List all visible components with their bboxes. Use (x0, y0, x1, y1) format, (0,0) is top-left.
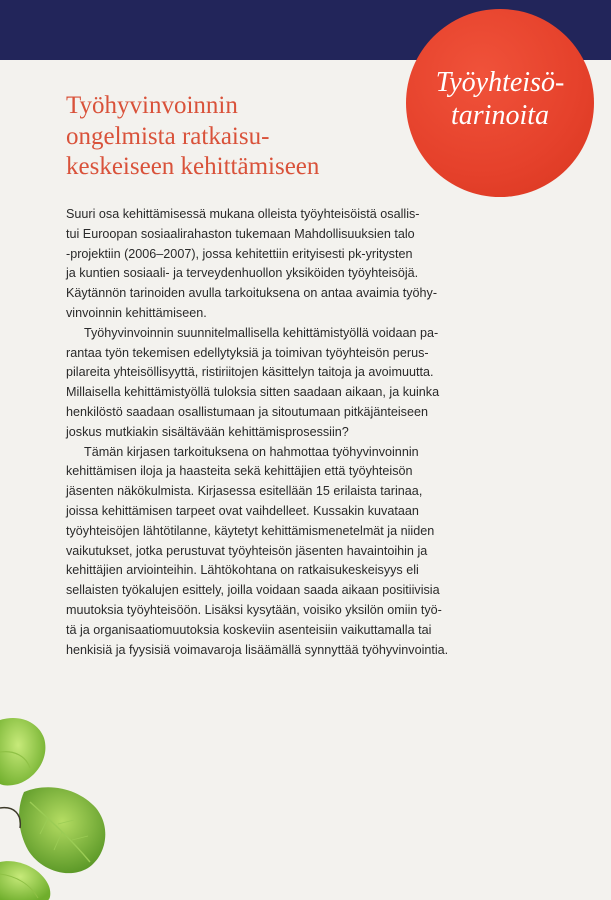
body-paragraph-2 (66, 324, 466, 443)
series-badge (406, 9, 594, 197)
text-line: tä ja organisaatiomuutoksia koskeviin asenteisiin vaikuttamalla tai (66, 622, 432, 637)
text-line: Millaisella kehittämistyöllä tuloksia sitten saadaan aikaan, ja kuinka (66, 385, 440, 400)
text-line: Suuri osa kehittämisessä mukana olleista työyhteisöistä osallis- (66, 207, 420, 221)
text-line: kehittämisen iloja ja haasteita sekä kehittäjien että työyhteisön (66, 464, 413, 479)
text-line: vinvoinnin kehittämiseen. (66, 305, 207, 320)
text-line: rantaa työn tekemisen edellytyksiä ja toimivan työyhteisön perus- (66, 345, 429, 360)
series-badge-line: Työyhteisö- (435, 67, 565, 98)
text-line: ja kuntien sosiaali- ja terveydenhuollon yksiköiden työyhteisöjä. (66, 266, 419, 281)
text-line: joissa kehittämisen tarpeet ovat vaihdelleet. Kussakin kuvataan (66, 503, 419, 518)
text-line: työyhteisöjen lähtötilanne, käytetyt kehittämismenetelmät ja niiden (66, 523, 435, 538)
text-line: pilareita yhteisöllisyyttä, ristiriitojen käsittelyn taitoja ja avoimuutta. (66, 365, 434, 380)
text-line: vaikutukset, jotka perustuvat työyhteisön jäsenten havaintoihin ja (66, 543, 428, 558)
body-paragraph-1 (66, 205, 466, 324)
series-badge-text (436, 66, 565, 132)
text-line: Tämän kirjasen tarkoituksena on hahmottaa työhyvinvoinnin (84, 444, 419, 459)
body-paragraph-3 (66, 443, 466, 661)
text-line: henkisiä ja fyysisiä voimavaroja lisäämällä synnyttää työhyvinvointia. (66, 642, 449, 657)
text-line: henkilöstö saadaan osallistumaan ja sitoutumaan pitkäjänteiseen (66, 404, 428, 419)
text-line: -projektiin (2006–2007), jossa kehitettiin erityisesti pk-yritysten (66, 246, 413, 261)
text-line: jäsenten näkökulmista. Kirjasessa esitellään 15 erilaista tarinaa, (66, 484, 423, 499)
title-line: Työhyvinvoinnin (66, 92, 238, 119)
text-line: kehittäjien arviointeihin. Lähtökohtana on ratkaisukeskeisyys eli (66, 563, 419, 578)
page-title (66, 91, 386, 183)
text-line: tui Euroopan sosiaalirahaston tukemaan Mahdollisuuksien talo (66, 226, 415, 241)
series-badge-line: tarinoita (450, 100, 549, 131)
text-line: muutoksia työyhteisöön. Lisäksi kysytään, voisiko yksilön omiin työ- (66, 602, 442, 617)
text-line: sellaisten työkalujen esittely, joilla voidaan saada aikaan positiivisia (66, 583, 440, 598)
title-line: keskeiseen kehittämiseen (66, 153, 320, 180)
text-line: joskus mutkiakin sisältävään kehittämisprosessiin? (66, 424, 349, 439)
body-text (66, 205, 466, 660)
text-line: Käytännön tarinoiden avulla tarkoituksena on antaa avaimia työhy- (66, 286, 438, 301)
title-line: ongelmista ratkaisu- (66, 122, 270, 150)
text-line: Työhyvinvoinnin suunnitelmallisella kehittämistyöllä voidaan pa- (84, 325, 439, 340)
birch-leaves-image (0, 712, 115, 900)
